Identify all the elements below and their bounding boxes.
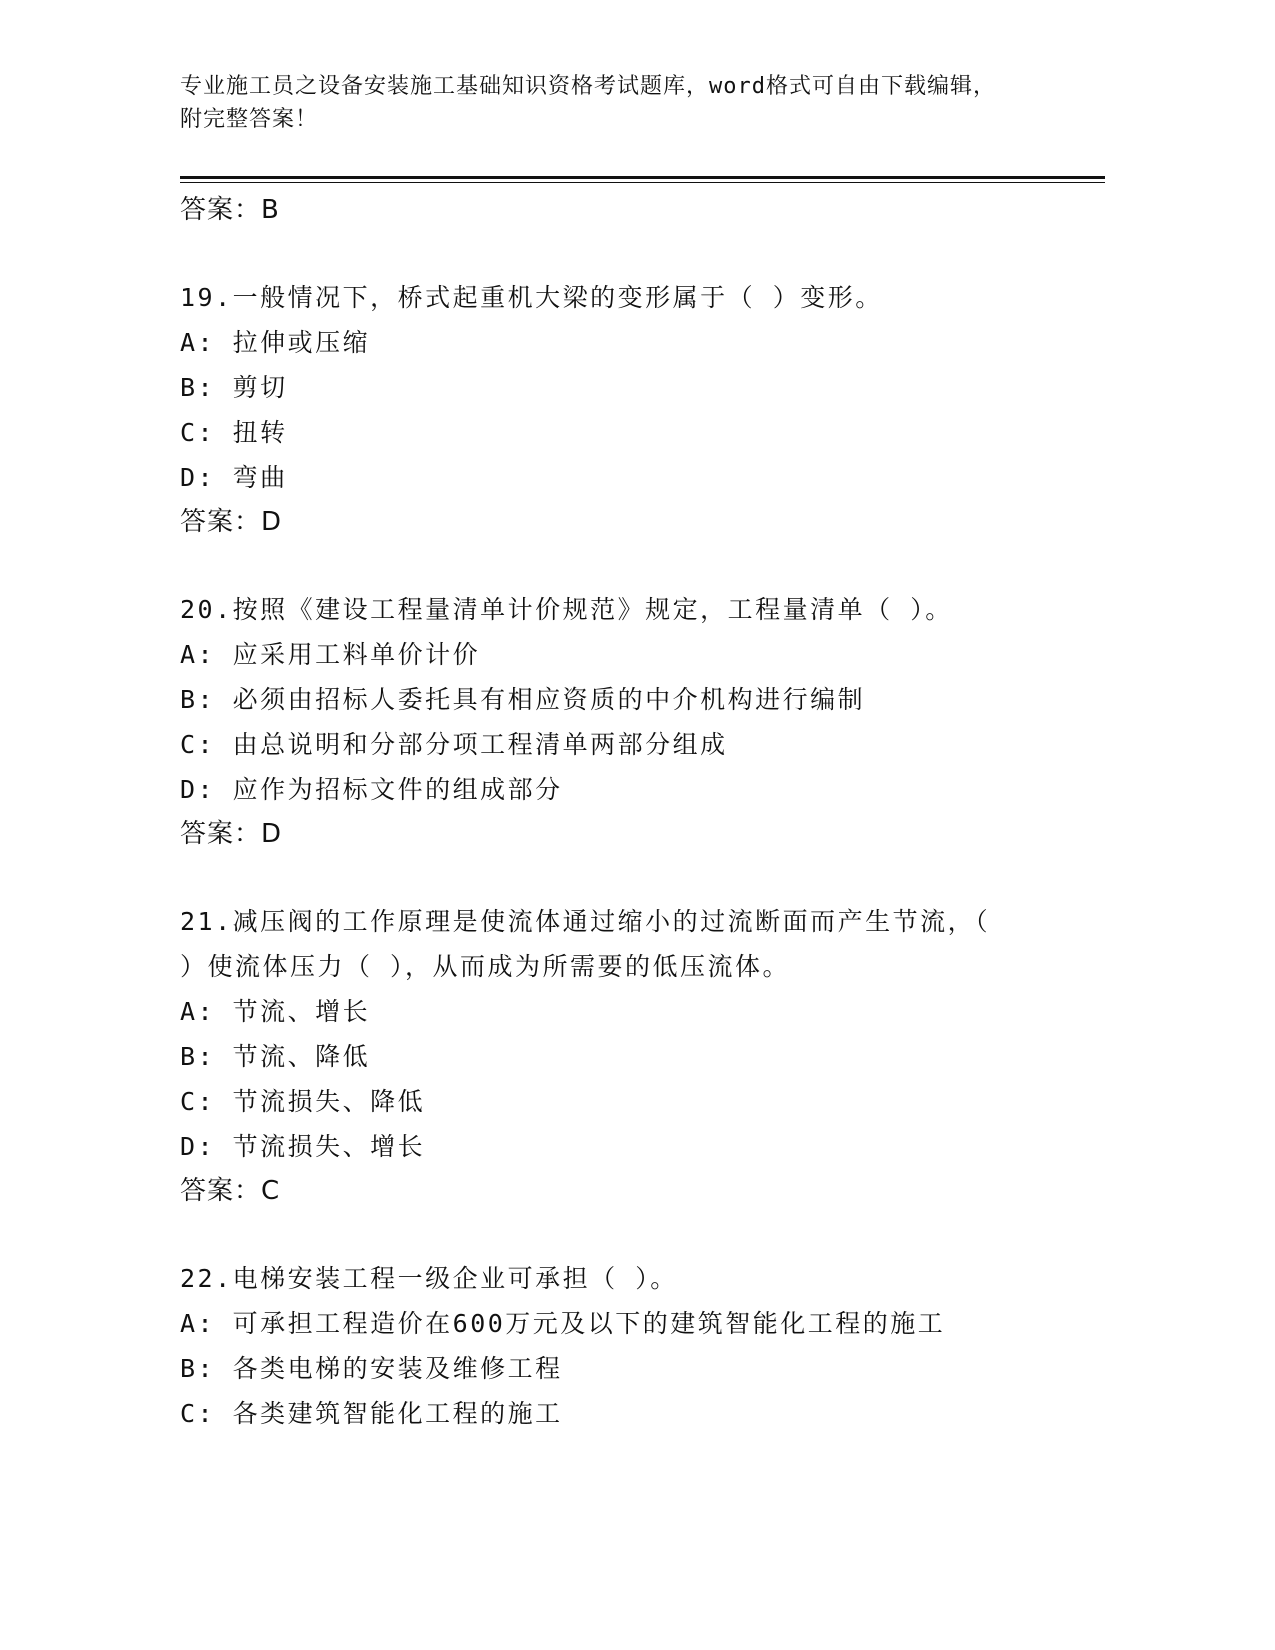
option-a: A: 节流、增长 [180,997,371,1026]
option-d: D: 应作为招标文件的组成部分 [180,775,563,804]
spacer [180,233,1110,275]
question-22 [180,1256,1110,1436]
option-d: D: 节流损失、增长 [180,1132,426,1161]
header-divider-thick [180,176,1105,179]
spacer [180,545,1110,587]
option-a: A: 可承担工程造价在600万元及以下的建筑智能化工程的施工 [180,1309,946,1338]
question-stem: 19.一般情况下，桥式起重机大梁的变形属于（ ）变形。 [180,283,883,312]
option-c: C: 扭转 [180,418,288,447]
option-a: A: 应采用工料单价计价 [180,640,481,669]
header-divider-thin [180,182,1105,183]
option-c: C: 各类建筑智能化工程的施工 [180,1399,563,1428]
option-d: D: 弯曲 [180,463,288,492]
previous-answer: 答案：B [180,195,280,225]
answer: 答案：C [180,1176,281,1206]
option-b: B: 必须由招标人委托具有相应资质的中介机构进行编制 [180,685,866,714]
question-stem-line-1: 21.减压阀的工作原理是使流体通过缩小的过流断面而产生节流，（ [180,907,991,936]
page-header [180,70,1100,136]
question-stem: 22.电梯安装工程一级企业可承担（ ）。 [180,1264,678,1293]
question-stem: 20.按照《建设工程量清单计价规范》规定，工程量清单（ ）。 [180,595,953,624]
option-a: A: 拉伸或压缩 [180,328,371,357]
spacer [180,857,1110,899]
option-c: C: 由总说明和分部分项工程清单两部分组成 [180,730,728,759]
question-list [180,188,1110,1436]
header-line-1: 专业施工员之设备安装施工基础知识资格考试题库，word格式可自由下载编辑， [180,74,996,99]
option-b: B: 各类电梯的安装及维修工程 [180,1354,563,1383]
question-stem-line-2: ）使流体压力（ ），从而成为所需要的低压流体。 [180,952,791,981]
question-21 [180,899,1110,1214]
option-b: B: 剪切 [180,373,288,402]
question-20 [180,587,1110,857]
header-line-2: 附完整答案！ [180,107,319,132]
answer: 答案：D [180,819,283,849]
answer: 答案：D [180,507,283,537]
option-c: C: 节流损失、降低 [180,1087,426,1116]
spacer [180,1214,1110,1256]
question-19 [180,275,1110,545]
option-b: B: 节流、降低 [180,1042,371,1071]
